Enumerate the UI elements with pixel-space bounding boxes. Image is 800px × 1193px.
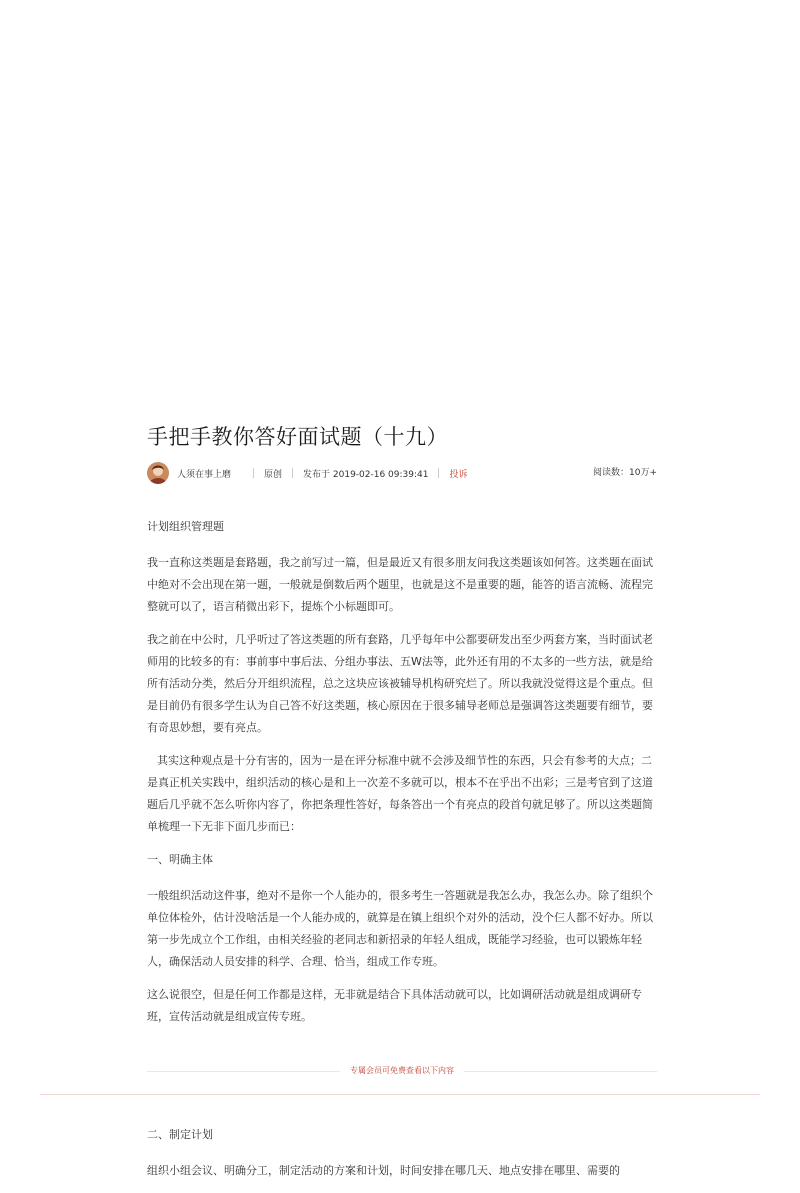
meta-divider	[253, 468, 254, 478]
author-avatar[interactable]	[147, 462, 169, 484]
paragraph: 组织小组会议、明确分工，制定活动的方案和计划，时间安排在哪几天、地点安排在哪里、需要的	[147, 1164, 620, 1177]
section-heading: 二、制定计划	[147, 1128, 213, 1141]
meta-divider	[438, 468, 439, 478]
meta-divider	[292, 468, 293, 478]
article-title: 手把手教你答好面试题（十九）	[147, 425, 448, 449]
article-body	[147, 516, 657, 1182]
paragraph: 我之前在中公时，几乎听过了答这类题的所有套路，几乎每年中公都要研发出至少两套方案，当时面试老师用的比较多的有：事前事中事后法、分组办事法、五W法等，此外还有用的不太多的一些方法，就是给所有活动分类，然后分开组织流程，总之这块应该被辅导机构研究烂了。所以我就没觉得这是个重点。但是目前仍有很多学生认为自己答不好这类题，核心原因在于很多辅导老师总是强调答这类题要有细节，要有奇思妙想，要有亮点。	[147, 633, 653, 734]
author-name[interactable]: 人须在事上磨	[177, 469, 232, 480]
avatar-image	[147, 462, 169, 484]
original-tag: 原创	[264, 469, 283, 480]
article-meta	[147, 458, 657, 488]
section-heading: 一、明确主体	[147, 853, 213, 866]
paragraph: 一般组织活动这件事，绝对不是你一个人能办的，很多考生一答题就是我怎么办，我怎么办。除了组织个单位体检外，估计没啥活是一个人能办成的，就算是在镇上组织个对外的活动，没个仨人都不好办。所以第一步先成立个工作组，由相关经验的老同志和新招录的年轻人组成，既能学习经验，也可以锻炼年轻人，确保活动人员安排的科学、合理、恰当，组成工作专班。	[147, 889, 653, 968]
paragraph: 其实这种观点是十分有害的，因为一是在评分标准中就不会涉及细节性的东西，只会有参考的大点；二是真正机关实践中，组织活动的核心是和上一次差不多就可以，根本不在乎出不出彩；三是考官到了这道题后几乎就不怎么听你内容了，你把条理性答好，每条答出一个有亮点的段首句就足够了。所以这类题简单梳理一下无非下面几步而已：	[147, 754, 653, 833]
member-notice[interactable]: 专属会员可免费查看以下内容	[350, 1066, 454, 1075]
report-link[interactable]: 投诉	[449, 469, 468, 480]
divider-line	[464, 1071, 657, 1072]
article	[147, 420, 657, 1193]
paragraph: 我一直称这类题是套路题，我之前写过一篇，但是最近又有很多朋友问我这类题该如何答。这类题在面试中绝对不会出现在第一题，一般就是倒数后两个题里，也就是这不是重要的题，能答的语言流畅、流程完整就可以了，语言稍微出彩下，提炼个小标题即可。	[147, 556, 653, 613]
divider-line	[147, 1071, 340, 1072]
member-divider	[147, 1064, 657, 1078]
page-cut-line	[40, 1094, 760, 1095]
section-heading: 计划组织管理题	[147, 520, 224, 533]
paragraph: 这么说很空，但是任何工作都是这样，无非就是结合下具体活动就可以，比如调研活动就是组成调研专班，宣传活动就是组成宣传专班。	[147, 988, 642, 1023]
publish-date: 发布于 2019-02-16 09:39:41	[303, 469, 429, 480]
read-count: 阅读数：10万+	[593, 468, 657, 478]
